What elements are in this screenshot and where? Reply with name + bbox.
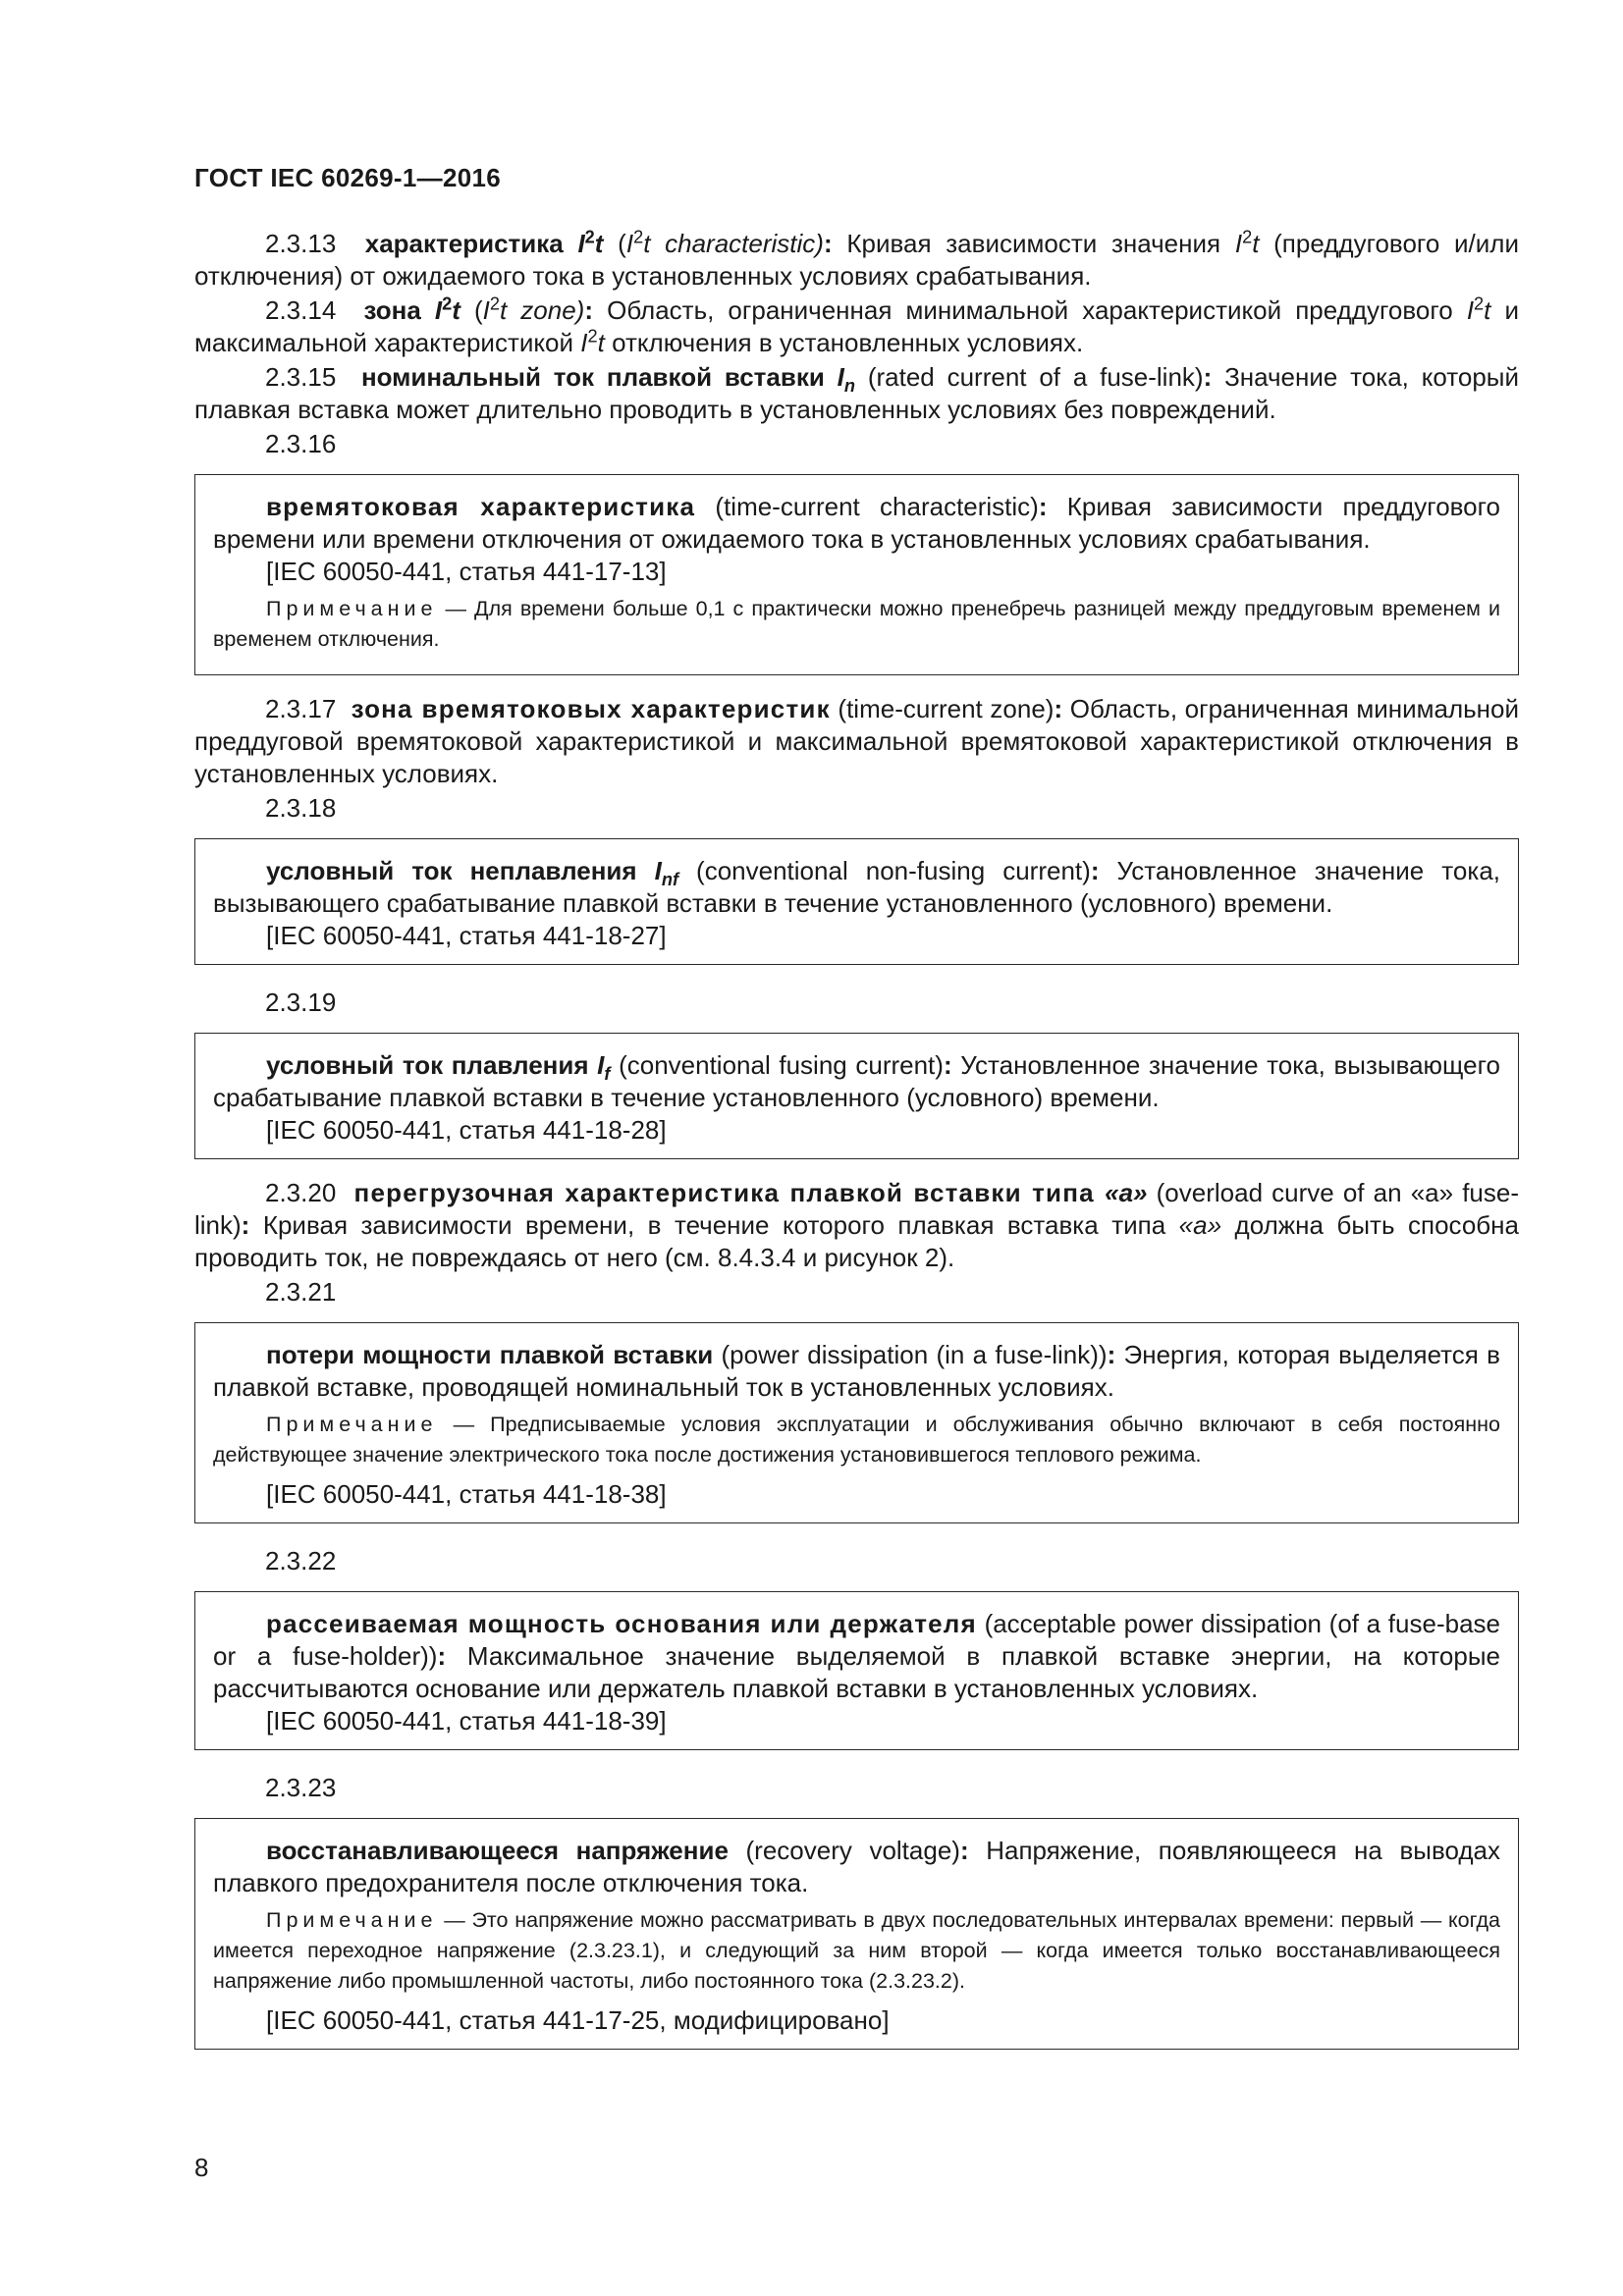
definition-box-2-3-21: потери мощности плавкой вставки (power dissipation (in a fuse-link)): Энергия, которая выделяется в плавкой вставке, проводящей номинальный ток в установленных условиях. Примечание — Предписываемые условия эксплуатации и обслуживания обычно включают в себя постоянно действующее значение электрического тока после достижения установившегося теплового режима. [IEC 60050-441, статья 441-18-38] xyxy=(194,1322,1519,1523)
entry-number: 2.3.13 xyxy=(265,229,337,258)
entry-2-3-15: 2.3.15 номинальный ток плавкой вставки $I_n$ (rated current of a fuse-link): Значение тока, который плавкая вставка может длительно проводить в установленных условиях без повреждений. xyxy=(194,362,1520,424)
definition-box-2-3-22: рассеиваемая мощность основания или держателя (acceptable power dissipation (of a fuse-base or a fuse-holder)): Максимальное значение выделяемой в плавкой вставке энергии, на которые рассчитываются основание или держатель плавкой вставки в установленных условиях. [IEC 60050-441, статья 441-18-39] xyxy=(194,1591,1519,1750)
entry-2-3-13: 2.3.13 характеристика $I^2t$ ($I^2t$ characteristic): Кривая зависимости значения $I^2t$ (преддугового и/или отключения) от ожидаемого тока в установленных условиях срабатывания. xyxy=(194,227,1519,291)
entry-number-2-3-22: 2.3.22 xyxy=(265,1546,337,1575)
definition-box-2-3-19: условный ток плавления $I_f$ (conventional fusing current): Установленное значение тока, вызывающего срабатывание плавкой вставки в течение установленного (условного) времени. [IEC 60050-441, статья 441-18-28] xyxy=(194,1033,1519,1159)
entry-number: 2.3.14 xyxy=(265,295,337,325)
page-number: 8 xyxy=(194,2153,209,2182)
definition-box-2-3-23: восстанавливающееся напряжение (recovery voltage): Напряжение, появляющееся на выводах плавкого предохранителя после отключения тока. Примечание — Это напряжение можно рассматривать в двух последовательных интервалах времени: первый — когда имеется переходное напряжение (2.3.23.1), и следующий за ним второй — когда имеется только восстанавливающееся напряжение либо промышленной частоты, либо постоянного тока (2.3.23.2). [IEC 60050-441, статья 441-17-25, модифицировано] xyxy=(194,1818,1519,2050)
note xyxy=(213,594,1500,655)
reference: [IEC 60050-441, статья 441-17-25, модифицировано] xyxy=(266,2005,890,2035)
document-header: ГОСТ IEC 60269-1—2016 xyxy=(194,163,501,192)
entry-number-2-3-21: 2.3.21 xyxy=(265,1277,337,1307)
reference: [IEC 60050-441, статья 441-18-28] xyxy=(266,1115,667,1145)
term: зона времятоковых характеристик xyxy=(351,694,831,723)
definition: Значение тока, который плавкая вставка может длительно проводить в установленных условиях без повреждений. xyxy=(194,362,1520,424)
definition: Максимальное значение выделяемой в плавкой вставке энергии, на которые рассчитываются основание или держатель плавкой вставки в установленных условиях. xyxy=(213,1641,1500,1703)
definition: Кривая зависимости времени, в течение которого плавкая вставка типа xyxy=(262,1210,1179,1240)
entry-number: 2.3.15 xyxy=(265,362,337,392)
term: восстанавливающееся напряжение xyxy=(266,1836,729,1865)
definition-box-2-3-18: условный ток неплавления $I_{nf}$ (conventional non-fusing current): Установленное значение тока, вызывающего срабатывание плавкой вставки в течение установленного (условного) времени. [IEC 60050-441, статья 441-18-27] xyxy=(194,838,1519,965)
term: перегрузочная характеристика плавкой вставки типа xyxy=(353,1178,1106,1207)
entry-number-2-3-19: 2.3.19 xyxy=(265,988,337,1017)
document-body xyxy=(194,228,1519,2071)
reference: [IEC 60050-441, статья 441-18-39] xyxy=(266,1706,667,1735)
term: рассеиваемая мощность основания или держателя xyxy=(266,1609,977,1638)
term: характеристика xyxy=(364,229,578,258)
entry-number-2-3-16: 2.3.16 xyxy=(265,429,337,458)
term: зона xyxy=(363,295,435,325)
note-text: — Это напряжение можно рассматривать в двух последовательных интервалах времени: первый — когда имеется переходное напряжение (2.3.23.1), и следующий за ним второй — когда имеется только восстанавливающееся напряжение либо промышленной частоты, либо постоянного тока (2.3.23.2). xyxy=(213,1908,1500,1993)
term: времятоковая характеристика xyxy=(266,492,696,521)
entry-number: 2.3.20 xyxy=(265,1178,337,1207)
entry-2-3-17: 2.3.17 зона времятоковых характеристик (time-current zone): Область, ограниченная минимальной преддуговой времятоковой характеристикой и максимальной времятоковой характеристикой отключения в установленных условиях. xyxy=(194,694,1520,788)
term: условный ток неплавления xyxy=(266,856,655,885)
reference: [IEC 60050-441, статья 441-18-38] xyxy=(266,1479,667,1509)
entry-number-2-3-23: 2.3.23 xyxy=(265,1773,337,1802)
note-label: Примечание xyxy=(266,1908,438,1932)
definition-box-2-3-16: времятоковая характеристика (time-current characteristic): Кривая зависимости преддугового времени или времени отключения от ожидаемого тока в установленных условиях срабатывания. [IEC 60050-441, статья 441-17-13] Примечание — Для времени больше 0,1 с практически можно пренебречь разницей между преддуговым временем и временем отключения. xyxy=(194,474,1519,675)
reference: [IEC 60050-441, статья 441-17-13] xyxy=(266,557,667,586)
note-label: Примечание xyxy=(266,597,438,620)
definition: Область, ограниченная минимальной характеристикой преддугового xyxy=(607,295,1467,325)
term: потери мощности плавкой вставки xyxy=(266,1340,714,1369)
definition: Область, ограниченная минимальной преддуговой времятоковой характеристикой и максимальной времятоковой характеристикой отключения в установленных условиях. xyxy=(194,694,1520,788)
entry-number: 2.3.17 xyxy=(265,694,337,723)
reference: [IEC 60050-441, статья 441-18-27] xyxy=(266,921,667,950)
note-label: Примечание xyxy=(266,1413,438,1436)
note-text: — Для времени больше 0,1 с практически можно пренебречь разницей между преддуговым временем и временем отключения. xyxy=(213,597,1500,651)
definition: Кривая зависимости преддугового времени или времени отключения от ожидаемого тока в установленных условиях срабатывания. xyxy=(213,492,1501,554)
term-symbol: I xyxy=(577,229,585,258)
entry-2-3-14: 2.3.14 зона $I^2t$ ($I^2t$ zone): Область, ограниченная минимальной характеристикой преддугового $I^2t$ и максимальной характеристикой $I^2t$ отключения в установленных условиях. xyxy=(194,294,1520,357)
entry-number-2-3-18: 2.3.18 xyxy=(265,793,337,823)
definition: Кривая зависимости значения xyxy=(846,229,1235,258)
term: условный ток плавления xyxy=(266,1050,598,1080)
definition: Установленное значение тока, вызывающего срабатывание плавкой вставки в течение установленного (условного) времени. xyxy=(213,856,1501,918)
definition: Энергия, которая выделяется в плавкой вставке, проводящей номинальный ток в установленных условиях. xyxy=(213,1340,1500,1402)
entry-2-3-20: 2.3.20 перегрузочная характеристика плавкой вставки типа «a» (overload curve of an «a» fuse-link): Кривая зависимости времени, в течение которого плавкая вставка типа «a» должна быть способна проводить ток, не повреждаясь от него (см. 8.4.3.4 и рисунок 2). xyxy=(194,1178,1519,1272)
definition: Установленное значение тока, вызывающего срабатывание плавкой вставки в течение установленного (условного) времени. xyxy=(213,1050,1500,1112)
note xyxy=(213,1905,1500,1997)
term: номинальный ток плавкой вставки xyxy=(360,362,838,392)
definition: Напряжение, появляющееся на выводах плавкого предохранителя после отключения тока. xyxy=(213,1836,1500,1897)
note-text: — Предписываемые условия эксплуатации и обслуживания обычно включают в себя постоянно действующее значение электрического тока после достижения установившегося теплового режима. xyxy=(213,1413,1500,1467)
note xyxy=(213,1410,1500,1470)
